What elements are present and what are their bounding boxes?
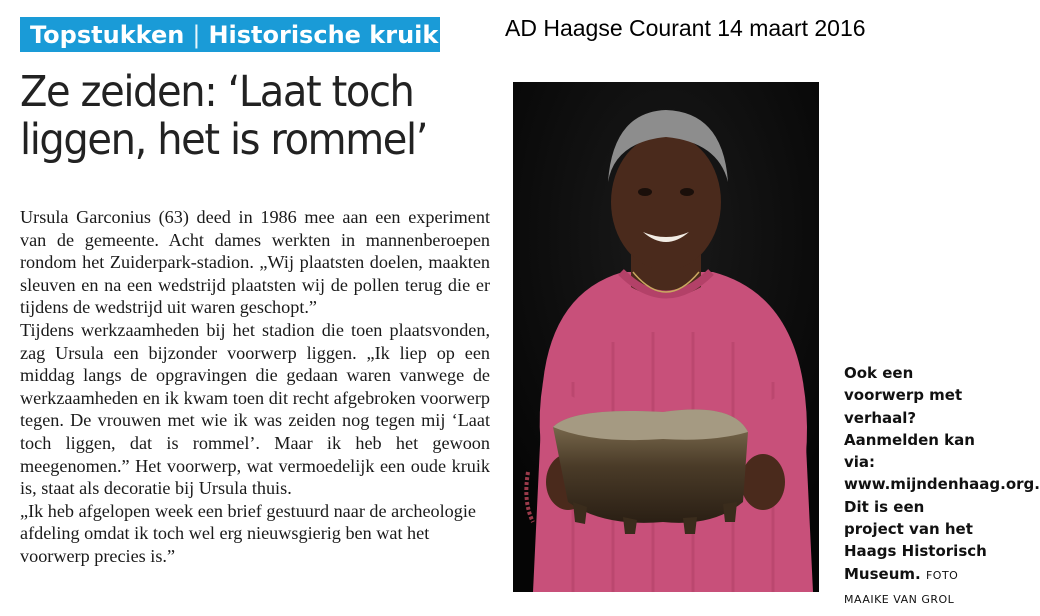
section-kicker-bar bbox=[20, 17, 440, 52]
headline-line-1: Ze zeiden: ‘Laat toch bbox=[20, 67, 414, 117]
article-paragraph-3: „Ik heb afgelopen week een brief gestuurd naar de archeologie afdeling omdat ik toch wel erg nieuwsgierig ben wat het voorwerp precies is.” bbox=[20, 500, 476, 566]
photo-credit: FOTO MAAIKE VAN GROL bbox=[844, 568, 959, 606]
caption-text: Ook een voorwerp met verhaal? Aanmelden kan via: www.mijndenhaag.org. Dit is een project van het Haags Historisch Museum. bbox=[844, 364, 1040, 583]
article-paragraph-2: Tijdens werkzaamheden bij het stadion die toen plaatsvonden, zag Ursula een bijzonder voorwerp liggen. „Ik liep op een middag langs de opgravingen die gedaan waren vanwege de werkzaamheden en ik kwam toen dit recht afgebroken voorwerp tegen. De vrouwen met wie ik was zeiden nog tegen mij ‘Laat toch liggen, dat is rommel’. Maar ik heb het gewoon meegenomen.” Het voorwerp, wat vermoedelijk een oude kruik is, staat als decoratie bij Ursula thuis. bbox=[20, 319, 490, 499]
newspaper-source-line: AD Haagse Courant 14 maart 2016 bbox=[505, 15, 866, 41]
photo-caption bbox=[844, 362, 1040, 611]
kicker-separator: | bbox=[192, 20, 201, 49]
article-body bbox=[20, 206, 490, 568]
portrait-illustration bbox=[513, 82, 819, 592]
subsection-label: Historische kruik bbox=[208, 20, 439, 49]
article-paragraph-1: Ursula Garconius (63) deed in 1986 mee aan een experiment van de gemeente. Acht dames werkten in mannenberoepen rondom het Zuiderpark-stadion. „Wij plaatsten doelen, maakten sleuven en na een wedstrijd plaatsten wij de pollen terug die er tijdens de wedstrijd uit waren geschopt.” bbox=[20, 207, 490, 318]
headline bbox=[20, 68, 457, 164]
portrait-photo bbox=[513, 82, 819, 592]
headline-line-2: liggen, het is rommel’ bbox=[20, 115, 428, 165]
section-label: Topstukken bbox=[30, 20, 185, 49]
